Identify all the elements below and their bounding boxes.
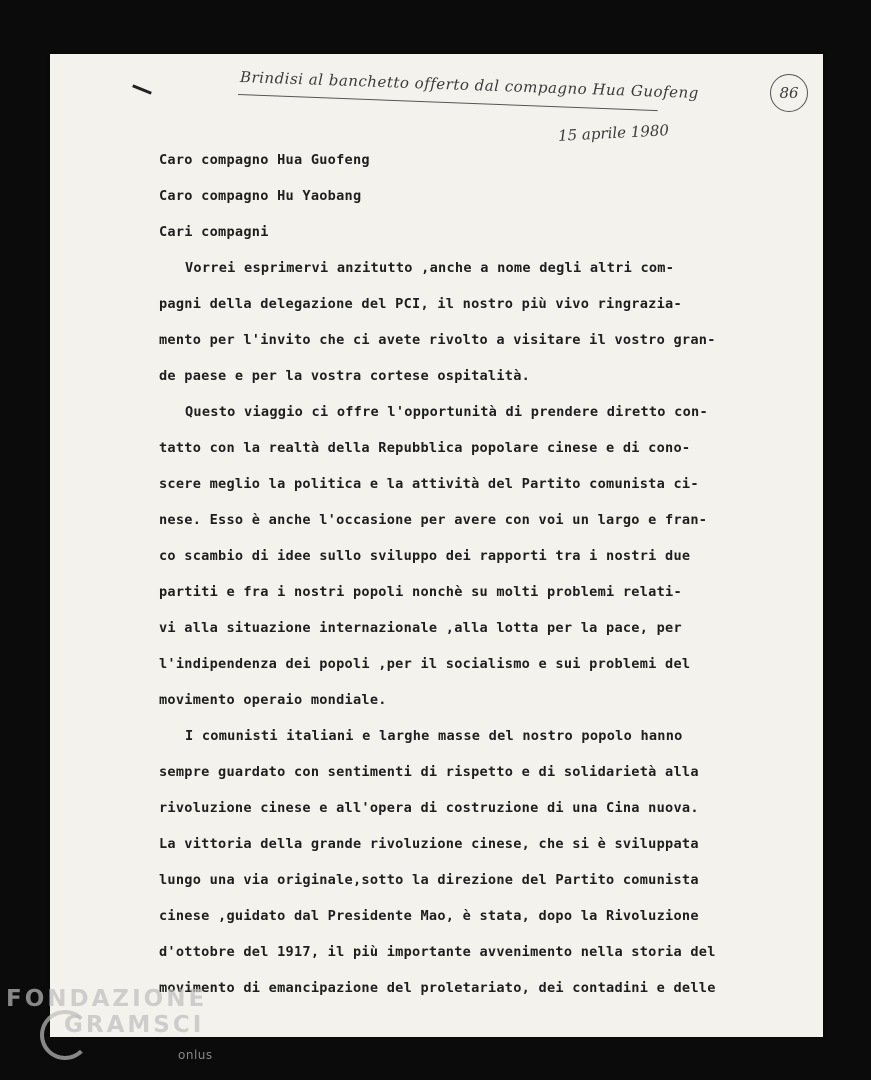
watermark-line2: GRAMSCI (64, 1012, 205, 1038)
page-number: 86 (779, 84, 799, 102)
typed-line: sempre guardato con sentimenti di rispetto e di solidarietà alla (159, 764, 699, 780)
typed-line: de paese e per la vostra cortese ospitalità. (159, 368, 531, 384)
watermark-line3: onlus (178, 1048, 213, 1062)
typed-line: rivoluzione cinese e all'opera di costruzione di una Cina nuova. (159, 800, 699, 816)
typed-line: partiti e fra i nostri popoli nonchè su molti problemi relati- (159, 584, 682, 600)
watermark-line1: FONDAZIONE (6, 986, 208, 1012)
typed-line: nese. Esso è anche l'occasione per avere con voi un largo e fran- (159, 512, 708, 528)
page-number-circle (770, 74, 808, 112)
typed-line: cinese ,guidato dal Presidente Mao, è stata, dopo la Rivoluzione (159, 908, 699, 924)
typed-line: Cari compagni (159, 224, 269, 240)
typed-line: scere meglio la politica e la attività del Partito comunista ci- (159, 476, 699, 492)
document-page (50, 54, 823, 1037)
typed-line: Vorrei esprimervi anzitutto ,anche a nome degli altri com- (185, 260, 675, 276)
handwritten-title: Brindisi al banchetto offerto dal compagno Hua Guofeng (239, 68, 700, 103)
typed-line: mento per l'invito che ci avete rivolto a visitare il vostro gran- (159, 332, 716, 348)
typed-line: pagni della delegazione del PCI, il nostro più vivo ringrazia- (159, 296, 682, 312)
typed-line: lungo una via originale,sotto la direzione del Partito comunista (159, 872, 699, 888)
typed-line: I comunisti italiani e larghe masse del nostro popolo hanno (185, 728, 683, 744)
typed-line: La vittoria della grande rivoluzione cinese, che si è sviluppata (159, 836, 699, 852)
typed-line: co scambio di idee sullo sviluppo dei rapporti tra i nostri due (159, 548, 691, 564)
typed-line: movimento di emancipazione del proletariato, dei contadini e delle (159, 980, 716, 996)
handwritten-date: 15 aprile 1980 (557, 121, 670, 145)
typed-line: tatto con la realtà della Repubblica popolare cinese e di cono- (159, 440, 691, 456)
typed-line: Questo viaggio ci offre l'opportunità di prendere diretto con- (185, 404, 708, 420)
typed-line: Caro compagno Hua Guofeng (159, 152, 370, 168)
typed-line: movimento operaio mondiale. (159, 692, 387, 708)
hole-punch-mark (132, 84, 152, 94)
typed-line: l'indipendenza dei popoli ,per il socialismo e sui problemi del (159, 656, 691, 672)
typed-line: d'ottobre del 1917, il più importante avvenimento nella storia del (159, 944, 716, 960)
typed-line: Caro compagno Hu Yaobang (159, 188, 362, 204)
typed-line: vi alla situazione internazionale ,alla lotta per la pace, per (159, 620, 682, 636)
